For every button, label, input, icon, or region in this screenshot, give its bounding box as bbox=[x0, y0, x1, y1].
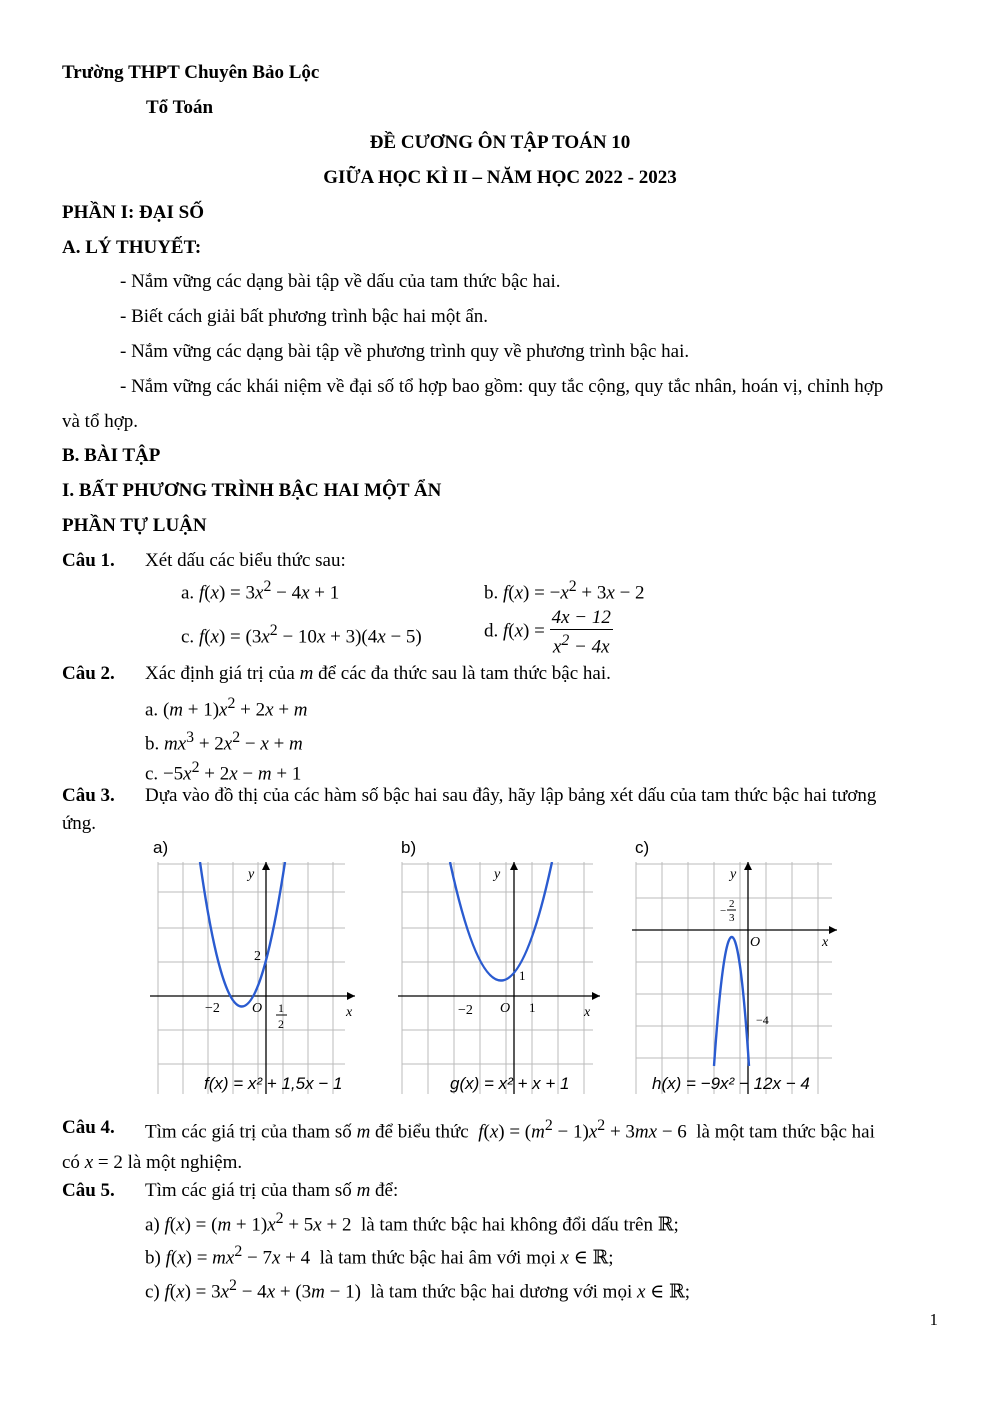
question-label: Câu 1. bbox=[62, 550, 115, 571]
frac-den: 2 bbox=[278, 1017, 284, 1031]
graph-caption: h(x) = −9x² − 12x − 4 bbox=[652, 1074, 810, 1093]
tick-label: −2 bbox=[458, 1003, 473, 1018]
origin-label: O bbox=[252, 1001, 263, 1016]
question-text-cont: có x = 2 là một nghiệm. bbox=[62, 1152, 243, 1173]
graph-tag: a) bbox=[153, 838, 169, 857]
question-text: Tìm các giá trị của tham số m để: bbox=[145, 1180, 399, 1201]
formula-2a: a. $(m + 1)x^2 + 2x + m$ bbox=[145, 695, 308, 721]
question-text: Dựa vào đồ thị của các hàm số bậc hai sau đây, hãy lập bảng xét dấu của tam thức bậc hai tương bbox=[145, 785, 877, 806]
x-axis-label: x bbox=[584, 1005, 591, 1020]
tick-label: 1 bbox=[529, 1000, 536, 1015]
frac-num: 2 bbox=[729, 898, 735, 910]
graph-tag: b) bbox=[401, 838, 417, 857]
graph-tag: c) bbox=[635, 838, 650, 857]
formula-1a: a. $f(x) = 3x^2 - 4x + 1$ bbox=[181, 578, 340, 604]
document-subtitle: GIỮA HỌC KÌ II – NĂM HỌC 2022 - 2023 bbox=[323, 167, 677, 188]
theory-heading: A. LÝ THUYẾT: bbox=[62, 237, 202, 258]
formula-1d: d. f(x) = $\frac{4x - 12}{x^2 - 4x}$ bbox=[484, 607, 611, 658]
question-5c: c) $f(x) = 3x^2 - 4x + (3m - 1)$ là tam thức bậc hai dương với mọi x ∈ ℝ; bbox=[145, 1277, 691, 1303]
frac-den: 3 bbox=[729, 912, 735, 924]
tick-label: −4 bbox=[756, 1013, 769, 1027]
subsection-heading: PHẦN TỰ LUẬN bbox=[62, 515, 207, 536]
formula-1b: b. $f(x) = -x^2 + 3x - 2$ bbox=[484, 578, 645, 604]
question-label: Câu 3. bbox=[62, 785, 115, 806]
theory-item: - Biết cách giải bất phương trình bậc hai một ẩn. bbox=[120, 306, 489, 327]
y-axis-label: y bbox=[730, 867, 737, 882]
y-axis-label: y bbox=[494, 867, 501, 882]
tick-label: −2 bbox=[205, 1001, 220, 1016]
question-5a: a) $f(x) = (m + 1)x^2 + 5x + 2$ là tam thức bậc hai không đổi dấu trên ℝ; bbox=[145, 1210, 679, 1236]
question-text-cont: ứng. bbox=[62, 813, 97, 834]
formula-1c: c. $f(x) = (3x^2 - 10x + 3)(4x - 5)$ bbox=[181, 622, 422, 648]
formula-2c: c. $-5x^2 + 2x - m + 1$ bbox=[145, 759, 302, 785]
page-number: 1 bbox=[929, 1310, 938, 1329]
theory-item: - Nắm vững các khái niệm về đại số tổ hợp bao gồm: quy tắc cộng, quy tắc nhân, hoán vị, chỉnh hợp bbox=[120, 376, 884, 397]
tick-label: 2 bbox=[254, 949, 261, 964]
frac-num: 1 bbox=[278, 1001, 284, 1015]
part-heading: PHẦN I: ĐẠI SỐ bbox=[62, 202, 204, 223]
question-text: Xét dấu các biểu thức sau: bbox=[145, 550, 346, 571]
graph-b-plot bbox=[398, 862, 608, 1102]
section-heading: I. BẤT PHƯƠNG TRÌNH BẬC HAI MỘT ẨN bbox=[62, 480, 442, 501]
theory-item: - Nắm vững các dạng bài tập về dấu của tam thức bậc hai. bbox=[120, 271, 561, 292]
school-name: Trường THPT Chuyên Bảo Lộc bbox=[62, 62, 320, 83]
graph-c-plot bbox=[632, 862, 842, 1102]
question-text: Tìm các giá trị của tham số m để biểu thức $f(x) = (m^2 - 1)x^2 + 3mx - 6$ là một tam thức bậc hai bbox=[145, 1117, 875, 1143]
question-label: Câu 5. bbox=[62, 1180, 115, 1201]
graph-caption: g(x) = x² + x + 1 bbox=[450, 1074, 570, 1093]
origin-label: O bbox=[500, 1001, 511, 1016]
origin-label: O bbox=[750, 935, 761, 950]
formula-2b: b. $mx^3 + 2x^2 - x + m$ bbox=[145, 729, 303, 755]
theory-item: - Nắm vững các dạng bài tập về phương trình quy về phương trình bậc hai. bbox=[120, 341, 690, 362]
graph-caption: f(x) = x² + 1,5x − 1 bbox=[204, 1074, 343, 1093]
tick-label: − bbox=[720, 905, 727, 917]
theory-item: và tổ hợp. bbox=[62, 411, 139, 432]
graph-a-plot bbox=[150, 862, 365, 1102]
x-axis-label: x bbox=[346, 1005, 353, 1020]
question-5b: b) $f(x) = mx^2 - 7x + 4$ là tam thức bậc hai âm với mọi x ∈ ℝ; bbox=[145, 1243, 614, 1269]
tick-label: 1 bbox=[519, 968, 526, 983]
question-label: Câu 2. bbox=[62, 663, 115, 684]
x-axis-label: x bbox=[822, 935, 829, 950]
y-axis-label: y bbox=[248, 867, 255, 882]
question-label: Câu 4. bbox=[62, 1117, 115, 1138]
question-text: Xác định giá trị của m để các đa thức sau là tam thức bậc hai. bbox=[145, 663, 611, 684]
department: Tổ Toán bbox=[146, 97, 214, 118]
document-title: ĐỀ CƯƠNG ÔN TẬP TOÁN 10 bbox=[369, 132, 631, 153]
exercises-heading: B. BÀI TẬP bbox=[62, 445, 161, 466]
